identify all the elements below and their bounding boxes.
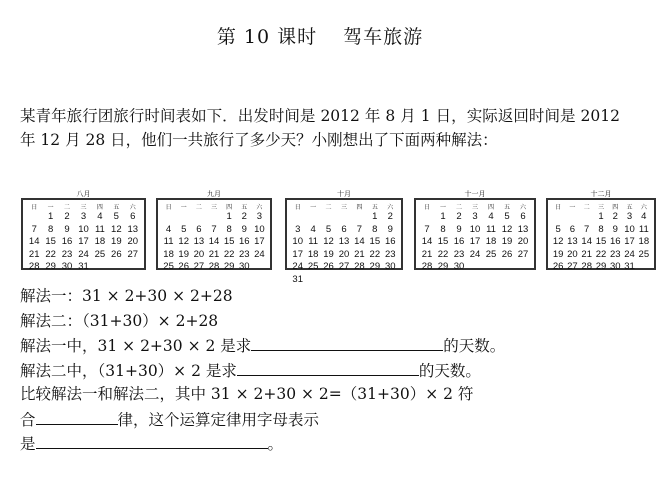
calendar-day: 28 — [208, 261, 220, 272]
answer-blank-law[interactable] — [36, 407, 118, 425]
calendar-day — [352, 211, 367, 224]
calendar-day: 14 — [421, 236, 433, 247]
calendar-day: 3 — [626, 211, 633, 222]
weekday-label: 四 — [487, 204, 494, 211]
calendar-day: 28 — [354, 261, 365, 272]
weekday-label: 一 — [569, 204, 576, 211]
calendar-day — [92, 261, 108, 274]
calendar-day — [321, 211, 336, 224]
calendar-day: 13 — [517, 223, 529, 235]
calendar-week-row — [26, 261, 141, 274]
weekday-label: 一 — [310, 204, 317, 211]
weekday-label: 五 — [371, 204, 378, 211]
calendar-day: 23 — [453, 248, 465, 260]
calendar-day: 22 — [369, 248, 381, 260]
calendar-day: 8 — [440, 223, 446, 235]
calendar-day: 24 — [254, 248, 265, 260]
calendar-week-row — [419, 261, 531, 274]
calendar-day — [290, 211, 305, 224]
calendar-day: 8 — [372, 223, 378, 235]
calendar-week-row — [551, 224, 651, 237]
calendar-week-row — [551, 236, 651, 249]
weekday-label: 三 — [471, 204, 478, 211]
calendar-december — [546, 190, 656, 272]
calendar-day: 5 — [504, 211, 510, 222]
calendar-day: 10 — [254, 223, 265, 235]
question-two — [20, 358, 630, 383]
weekday-label: 六 — [256, 204, 263, 211]
calendar-day: 24 — [78, 248, 89, 260]
calendar-day: 22 — [595, 248, 607, 260]
calendar-day: 17 — [624, 236, 635, 247]
calendar-day: 12 — [501, 223, 513, 235]
answer-blank-1[interactable] — [251, 333, 443, 351]
weekday-label: 六 — [519, 204, 526, 211]
calendar-day: 3 — [295, 223, 301, 235]
calendar-week-row — [551, 261, 651, 274]
calendar-day — [161, 211, 176, 224]
calendar-week-row — [161, 236, 267, 249]
calendar-month-title: 十月 — [337, 190, 351, 198]
calendar-day: 20 — [567, 248, 578, 260]
calendar-day: 10 — [78, 223, 89, 235]
calendar-day — [206, 211, 221, 224]
calendar-day: 3 — [80, 211, 87, 222]
calendar-day: 11 — [308, 236, 319, 247]
question-one-suffix: 的天数。 — [443, 337, 506, 355]
weekday-label: 四 — [612, 204, 619, 211]
calendar-day: 15 — [595, 236, 607, 247]
calendar-day — [637, 261, 651, 274]
question-one — [20, 333, 630, 358]
calendar-month-title: 九月 — [207, 190, 221, 198]
calendar-day: 30 — [61, 261, 73, 272]
calendar-day: 31 — [624, 261, 635, 272]
letters-suffix: 。 — [267, 435, 284, 453]
calendar-day: 7 — [356, 223, 363, 235]
calendar-day: 16 — [238, 236, 250, 247]
calendar-day — [176, 211, 191, 224]
calendar-day: 6 — [520, 211, 526, 222]
calendar-day: 23 — [61, 248, 73, 260]
calendar-day: 18 — [638, 236, 650, 247]
calendar-week-row — [551, 249, 651, 262]
calendar-day: 5 — [113, 211, 119, 222]
calendar-day: 27 — [193, 261, 205, 272]
calendar-day: 10 — [292, 236, 303, 247]
calendar-month-title: 十一月 — [464, 190, 486, 198]
calendar-day: 14 — [581, 236, 592, 247]
calendar-day: 30 — [453, 261, 465, 272]
calendar-day — [125, 261, 141, 274]
calendar-day: 13 — [338, 236, 350, 247]
calendar-week-row — [290, 261, 398, 274]
law-prefix: 合 — [20, 410, 36, 429]
calendar-day: 9 — [64, 223, 70, 235]
letters-prefix: 是 — [20, 435, 36, 453]
weekday-label: 一 — [180, 204, 187, 211]
calendar-day: 26 — [323, 261, 334, 272]
calendar-day: 16 — [384, 236, 396, 247]
calendar-weekday-header — [419, 202, 531, 211]
calendar-day: 21 — [28, 248, 40, 260]
calendar-day: 9 — [241, 223, 247, 235]
calendar-day: 31 — [292, 273, 303, 285]
calendar-day: 8 — [47, 223, 54, 235]
weekday-label: 五 — [241, 204, 248, 211]
calendar-day: 11 — [638, 223, 649, 235]
calendar-week-row — [161, 224, 267, 237]
calendar-week-row — [551, 211, 651, 224]
weekday-label: 二 — [583, 204, 590, 211]
calendar-day: 6 — [130, 211, 136, 222]
calendar-weekday-header — [161, 202, 267, 211]
calendar-week-row — [290, 224, 398, 237]
weekday-label: 三 — [210, 204, 217, 211]
calendar-day: 16 — [61, 236, 73, 247]
calendar-month-title: 八月 — [76, 190, 91, 198]
calendar-day: 21 — [421, 248, 433, 260]
weekday-label: 日 — [555, 204, 562, 211]
calendar-week-row — [161, 211, 267, 224]
weekday-label: 五 — [503, 204, 510, 211]
calendar-day: 5 — [325, 223, 332, 235]
calendar-day: 31 — [78, 261, 89, 272]
calendar-day: 6 — [569, 223, 576, 235]
calendar-day: 19 — [178, 248, 189, 260]
calendar-day: 12 — [552, 236, 564, 247]
calendar-day — [483, 261, 499, 274]
calendar-week-row — [26, 211, 141, 224]
calendar-day: 19 — [501, 236, 513, 247]
calendar-day: 1 — [47, 211, 54, 222]
weekday-label: 四 — [226, 204, 233, 211]
calendar-week-row — [290, 211, 398, 224]
calendar-day: 26 — [552, 261, 564, 272]
calendar-weekday-header — [26, 202, 141, 211]
calendar-day: 2 — [241, 211, 247, 222]
calendar-day: 11 — [163, 236, 174, 247]
weekday-label: 二 — [64, 204, 71, 211]
calendar-day: 1 — [372, 211, 378, 222]
calendar-day: 26 — [111, 248, 122, 260]
calendar-day: 2 — [64, 211, 70, 222]
calendar-day: 24 — [624, 248, 635, 260]
weekday-label: 日 — [165, 204, 172, 211]
calendar-day: 1 — [226, 211, 232, 222]
calendar-day: 11 — [486, 223, 496, 235]
calendar-day: 28 — [421, 261, 433, 272]
question-two-suffix: 的天数。 — [418, 361, 481, 380]
calendar-day: 13 — [127, 223, 139, 235]
calendar-day: 18 — [307, 248, 319, 260]
calendar-day: 24 — [292, 261, 303, 272]
calendar-day: 25 — [163, 261, 174, 272]
calendar-day: 24 — [469, 248, 481, 260]
calendar-day: 18 — [163, 248, 174, 260]
calendar-day: 25 — [485, 248, 497, 260]
calendar-day — [565, 211, 579, 224]
page-title — [0, 22, 640, 49]
calendar-day: 7 — [584, 223, 590, 235]
calendar-week-row — [290, 249, 398, 262]
calendar-day: 9 — [612, 223, 618, 235]
calendar-strip — [0, 186, 650, 285]
calendar-day: 20 — [127, 236, 139, 247]
calendar-week-row — [419, 249, 531, 262]
calendar-day — [108, 261, 124, 274]
calendar-day: 4 — [165, 223, 172, 235]
calendar-day: 27 — [127, 248, 139, 260]
calendar-day — [305, 211, 320, 224]
calendar-day: 18 — [485, 236, 497, 247]
calendar-day: 12 — [111, 223, 122, 235]
answer-blank-2[interactable] — [237, 358, 419, 376]
calendar-week-row — [290, 236, 398, 249]
calendar-day: 25 — [307, 261, 319, 272]
lesson-topic: 驾车旅游 — [343, 26, 424, 48]
calendar-day: 16 — [609, 236, 621, 247]
calendar-week-row — [419, 211, 531, 224]
calendar-day: 8 — [226, 223, 232, 235]
calendar-day: 30 — [609, 261, 621, 272]
answer-blank-letters[interactable] — [36, 431, 268, 449]
calendar-day: 13 — [193, 236, 205, 247]
calendar-day: 19 — [552, 248, 564, 260]
comparison-text: 比较解法一和解法二，其中 31 × 2+30 × 2=（31+30）× 2 符 — [20, 385, 474, 403]
calendar-day: 18 — [94, 236, 106, 247]
calendar-day: 27 — [517, 248, 529, 260]
weekday-label: 三 — [597, 204, 604, 211]
calendar-week-row — [419, 236, 531, 249]
calendar-day: 2 — [387, 211, 393, 222]
calendar-november — [414, 190, 536, 272]
weekday-label: 一 — [439, 204, 446, 211]
calendar-day: 15 — [223, 236, 235, 247]
calendar-day — [551, 211, 565, 224]
calendar-week-row — [419, 224, 531, 237]
calendar-day: 8 — [598, 223, 604, 235]
lesson-number: 第 10 课时 — [216, 26, 318, 48]
calendar-day — [26, 211, 42, 224]
calendar-day: 2 — [456, 211, 462, 222]
calendar-day — [336, 211, 351, 224]
weekday-label: 二 — [455, 204, 462, 211]
weekday-label: 三 — [340, 204, 347, 211]
weekday-label: 六 — [387, 204, 394, 211]
calendar-day: 3 — [256, 211, 263, 222]
calendar-day: 7 — [31, 223, 37, 235]
calendar-day: 17 — [469, 236, 481, 247]
calendar-day: 16 — [453, 236, 465, 247]
calendar-day: 9 — [387, 223, 393, 235]
weekday-label: 三 — [80, 204, 87, 211]
calendar-day: 29 — [369, 261, 381, 272]
calendar-day — [515, 261, 531, 274]
calendar-day: 10 — [624, 223, 635, 235]
calendar-day: 17 — [292, 248, 303, 260]
calendar-day: 15 — [437, 236, 449, 247]
calendar-day: 29 — [223, 261, 235, 272]
calendar-day: 21 — [354, 248, 365, 260]
calendar-day: 4 — [488, 211, 494, 222]
calendar-day: 25 — [638, 248, 650, 260]
calendar-week-row — [26, 249, 141, 262]
calendar-day: 21 — [581, 248, 592, 260]
letters-question — [20, 431, 630, 456]
calendar-day: 12 — [323, 236, 334, 247]
calendar-day: 7 — [211, 223, 217, 235]
weekday-label: 五 — [626, 204, 633, 211]
weekday-label: 一 — [47, 204, 54, 211]
calendar-day: 15 — [45, 236, 56, 247]
calendar-day: 1 — [440, 211, 446, 222]
question-two-text: 解法二中，（31+30）× 2 是求 — [20, 361, 237, 380]
calendar-day: 27 — [338, 261, 350, 272]
calendar-day: 4 — [97, 211, 103, 222]
weekday-label: 六 — [640, 204, 647, 211]
weekday-label: 四 — [356, 204, 363, 211]
calendar-day — [191, 211, 206, 224]
calendar-day: 21 — [208, 248, 220, 260]
calendar-day: 22 — [437, 248, 449, 260]
calendar-day: 28 — [581, 261, 592, 272]
calendar-day: 20 — [193, 248, 205, 260]
calendar-day: 29 — [437, 261, 449, 272]
weekday-label: 日 — [31, 204, 38, 211]
calendar-day: 14 — [354, 236, 365, 247]
calendar-august — [21, 190, 146, 272]
calendar-day: 22 — [45, 248, 56, 260]
calendar-day: 6 — [341, 223, 347, 235]
weekday-label: 五 — [113, 204, 120, 211]
calendar-day: 5 — [181, 223, 187, 235]
calendar-day — [499, 261, 515, 274]
weekday-label: 二 — [195, 204, 202, 211]
calendar-day: 12 — [178, 236, 189, 247]
calendar-day: 10 — [469, 223, 481, 235]
calendar-october — [285, 190, 403, 285]
calendar-day: 7 — [424, 223, 430, 235]
calendar-day: 27 — [567, 261, 578, 272]
calendar-day: 3 — [472, 211, 478, 222]
calendar-day — [580, 211, 594, 224]
calendar-weekday-header — [551, 202, 651, 211]
calendar-day: 9 — [456, 223, 462, 235]
weekday-label: 四 — [96, 204, 103, 211]
calendar-day: 4 — [310, 223, 316, 235]
calendar-day: 26 — [501, 248, 513, 260]
method-one: 解法一：31 × 2+30 × 2+28 — [20, 287, 233, 305]
law-suffix: 律，这个运算定律用字母表示 — [117, 410, 320, 429]
calendar-day: 23 — [609, 248, 621, 260]
weekday-label: 二 — [325, 204, 332, 211]
calendar-weekday-header — [290, 202, 398, 211]
calendar-week-row — [161, 261, 267, 274]
calendar-day: 29 — [595, 261, 607, 272]
calendar-day: 26 — [178, 261, 189, 272]
calendar-day: 17 — [254, 236, 265, 247]
calendar-week-row — [26, 224, 141, 237]
calendar-month-title: 十二月 — [590, 190, 612, 198]
method-two: 解法二：（31+30）× 2+28 — [20, 311, 219, 330]
calendar-day — [467, 261, 483, 274]
calendar-day: 22 — [223, 248, 235, 260]
calendar-day — [252, 261, 267, 274]
calendar-day: 29 — [45, 261, 56, 272]
calendar-day: 13 — [567, 236, 578, 247]
calendar-day: 23 — [238, 248, 250, 260]
calendar-day: 2 — [612, 211, 618, 222]
weekday-label: 六 — [129, 204, 136, 211]
calendar-day: 4 — [641, 211, 647, 222]
calendar-day: 14 — [28, 236, 40, 247]
calendar-day: 19 — [111, 236, 122, 247]
calendar-day: 17 — [78, 236, 89, 247]
calendar-day: 20 — [338, 248, 350, 260]
calendar-day: 11 — [94, 223, 105, 235]
calendar-day: 1 — [598, 211, 604, 222]
calendar-day: 15 — [369, 236, 381, 247]
question-one-text: 解法一中，31 × 2+30 × 2 是求 — [20, 337, 252, 355]
calendar-day: 30 — [238, 261, 250, 272]
calendar-day — [419, 211, 435, 224]
calendar-day: 5 — [555, 223, 561, 235]
calendar-day: 30 — [384, 261, 396, 272]
calendar-day: 6 — [196, 223, 202, 235]
solution-section — [20, 284, 630, 456]
calendar-day: 25 — [94, 248, 106, 260]
calendar-week-row — [161, 249, 267, 262]
calendar-day: 20 — [517, 236, 529, 247]
calendar-day: 19 — [323, 248, 334, 260]
weekday-label: 日 — [423, 204, 430, 211]
calendar-week-row — [26, 236, 141, 249]
problem-statement: 某青年旅行团旅行时间表如下．出发时间是 2012 年 8 月 1 日，实际返回时间是 2012 年 12 月 28 日，他们一共旅行了多少天？小刚想出了下面两种解法： — [20, 107, 620, 149]
calendar-september — [156, 190, 272, 272]
calendar-day: 14 — [208, 236, 220, 247]
weekday-label: 日 — [294, 204, 301, 211]
law-question — [20, 407, 630, 432]
calendar-day: 23 — [384, 248, 396, 260]
calendar-day: 28 — [28, 261, 40, 272]
